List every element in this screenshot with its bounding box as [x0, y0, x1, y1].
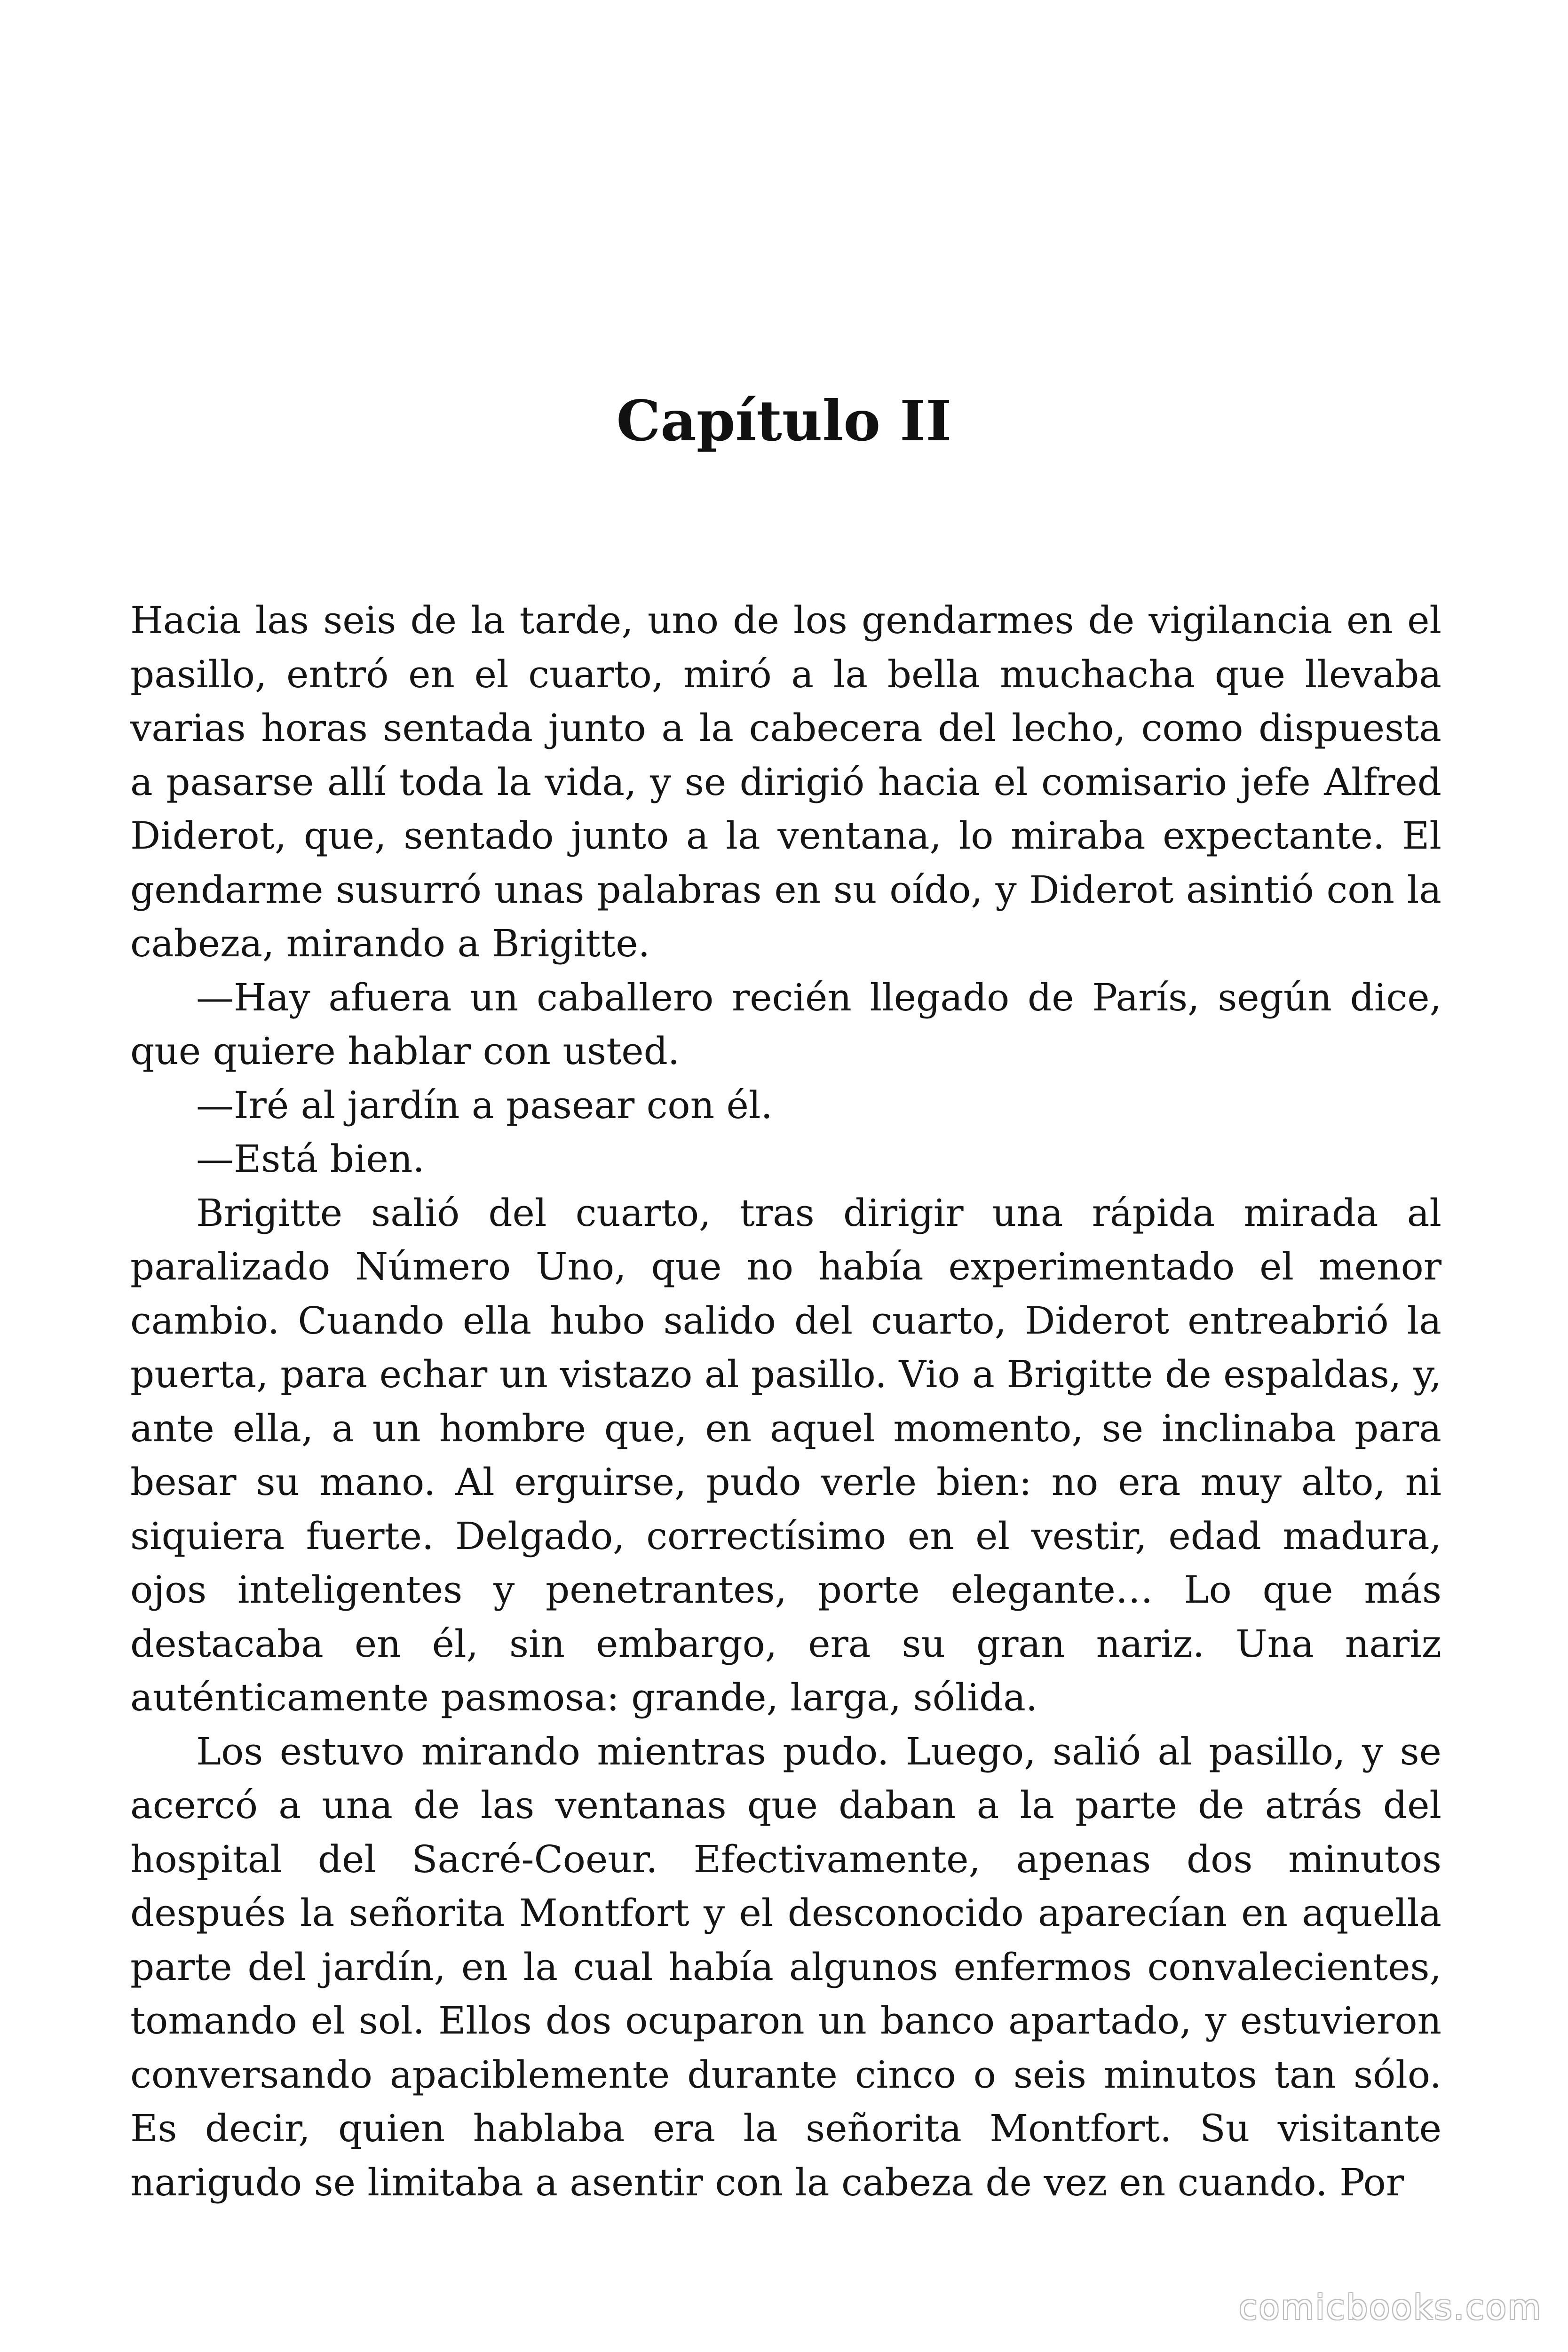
- paragraph-6: Los estuvo mirando mientras pudo. Luego, salió al pasillo, y se acercó a una de las ventanas que daban a la parte de atrás del hospital del Sacré-Coeur. Efectivamente, apenas dos minutos después la señorita Montfort y el desconocido aparecían en aquella parte del jardín, en la cual había algunos enfermos convalecientes, tomando el sol. Ellos dos ocuparon un banco apartado, y estuvieron conversando apaciblemente durante cinco o seis minutos tan sólo. Es decir, quien hablaba era la señorita Montfort. Su visitante narigudo se limitaba a asentir con la cabeza de vez en cuando. Por: [130, 1729, 1441, 2204]
- watermark-logo: comicbooks.com: [1238, 2288, 1542, 2327]
- chapter-title: Capítulo II: [616, 388, 952, 453]
- paragraph-5: Brigitte salió del cuarto, tras dirigir una rápida mirada al paralizado Número Uno, que no había experimentado el menor cambio. Cuando ella hubo salido del cuarto, Diderot entreabrió la puerta, para echar un vistazo al pasillo. Vio a Brigitte de espaldas, y, ante ella, a un hombre que, en aquel momento, se inclinaba para besar su mano. Al erguirse, pudo verle bien: no era muy alto, ni siquiera fuerte. Delgado, correctísimo en el vestir, edad madura, ojos inteligentes y penetrantes, porte elegante… Lo que más destacaba en él, sin embargo, era su gran nariz. Una nariz auténticamente pasmosa: grande, larga, sólida.: [130, 1191, 1441, 1719]
- paragraph-2: —Hay afuera un caballero recién llegado de París, según dice, que quiere hablar con usted.: [130, 975, 1441, 1073]
- paragraph-4: —Está bien.: [196, 1137, 425, 1181]
- paragraph-1: Hacia las seis de la tarde, uno de los gendarmes de vigilancia en el pasillo, entró en el cuarto, miró a la bella muchacha que llevaba varias horas sentada junto a la cabecera del lecho, como dispuesta a pasarse allí toda la vida, y se dirigió hacia el comisario jefe Alfred Diderot, que, sentado junto a la ventana, lo miraba expectante. El gendarme susurró unas palabras en su oído, y Diderot asintió con la cabeza, mirando a Brigitte.: [130, 598, 1441, 965]
- body-text: [130, 594, 1441, 2209]
- paragraph-3: —Iré al jardín a pasear con él.: [196, 1083, 773, 1127]
